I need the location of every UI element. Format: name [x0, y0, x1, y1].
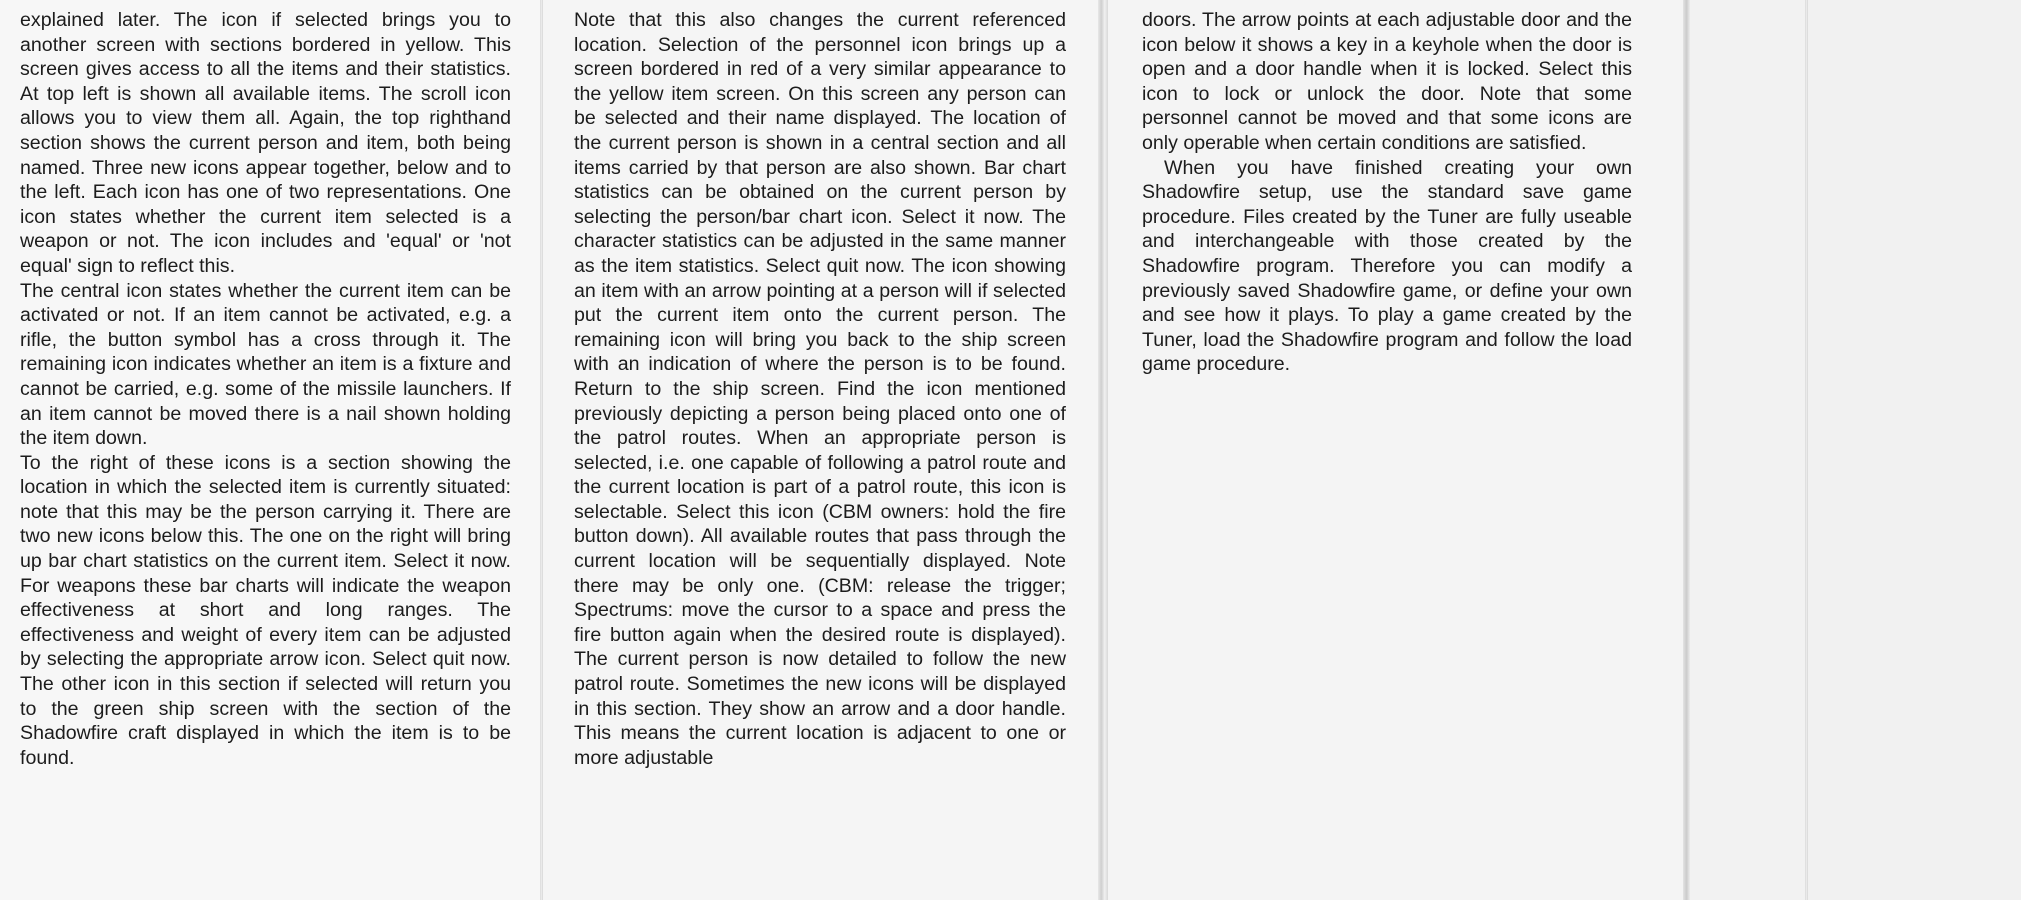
column-2-text: [574, 8, 1066, 770]
fold-line: [1683, 0, 1690, 900]
blank-flap: [1690, 0, 1805, 900]
column-3-text: [1142, 8, 1632, 377]
fold-line: [1098, 0, 1108, 900]
paragraph: explained later. The icon if selected brings you to another screen with sections bordered in yellow. This screen gives access to all the items and their statistics. At top left is shown all available items. The scroll icon allows you to view them all. Again, the top righthand section shows the current person and item, both being named. Three new icons appear together, below and to the left. Each icon has one of two representations. One icon states whether the current item selected is a weapon or not. The icon includes and 'equal' or 'not equal' sign to reflect this.: [20, 9, 511, 277]
paragraph: The central icon states whether the current item can be activated or not. If an item cannot be activated, e.g. a rifle, the button symbol has a cross through it. The remaining icon indicates whether an item is a fixture and cannot be carried, e.g. some of the missile launchers. If an item cannot be moved there is a nail shown holding the item down.: [20, 279, 511, 450]
blank-flap: [1808, 0, 2021, 900]
page-column-2: [543, 0, 1098, 900]
page-column-1: [0, 0, 540, 900]
paragraph: Note that this also changes the current referenced location. Selection of the personnel icon brings up a screen bordered in red of a very similar appearance to the yellow item screen. On this screen any person can be selected and their name displayed. The location of the current person is shown in a central section and all items carried by that person are also shown. Bar chart statistics can be obtained on the current person by selecting the person/bar chart icon. Select it now. The character statistics can be adjusted in the same manner as the item statistics. Select quit now. The icon showing an item with an arrow pointing at a person will if selected put the current item onto the current person. The remaining icon will bring you back to the ship screen with an indication of where the person is to be found. Return to the ship screen. Find the icon mentioned previously depicting a person being placed onto one of the patrol routes. When an appropriate person is selected, i.e. one capable of following a patrol route and the current location is part of a patrol route, this icon is selectable. Select this icon (CBM owners: hold the fire button down). All available routes that pass through the current location will be sequentially displayed. Note there may be only one. (CBM: release the trigger; Spectrums: move the cursor to a space and press the fire button again when the desired route is displayed). The current person is now detailed to follow the new patrol route. Sometimes the new icons will be displayed in this section. They show an arrow and a door handle. This means the current location is adjacent to one or more adjustable: [574, 9, 1066, 769]
page-column-3: [1108, 0, 1683, 900]
paragraph: doors. The arrow points at each adjustable door and the icon below it shows a key in a keyhole when the door is open and a door handle when it is locked. Select this icon to lock or unlock the door. Note that some personnel cannot be moved and that some icons are only operable when certain conditions are satisfied.: [1142, 9, 1632, 154]
paragraph: To the right of these icons is a section showing the location in which the selected item is currently situated: note that this may be the person carrying it. There are two new icons below this. The one on the right will bring up bar chart statistics on the current item. Select it now. For weapons these bar charts will indicate the weapon effectiveness at short and long ranges. The effectiveness and weight of every item can be adjusted by selecting the appropriate arrow icon. Select quit now. The other icon in this section if selected will return you to the green ship screen with the section of the Shadowfire craft displayed in which the item is to be found.: [20, 451, 511, 769]
column-1-text: [20, 8, 511, 770]
paragraph: When you have finished creating your own Shadowfire setup, use the standard save game procedure. Files created by the Tuner are fully useable and interchangeable with those created by the Shadowfire program. Therefore you can modify a previously saved Shadowfire game, or define your own and see how it plays. To play a game created by the Tuner, load the Shadowfire program and follow the load game procedure.: [1142, 156, 1632, 376]
